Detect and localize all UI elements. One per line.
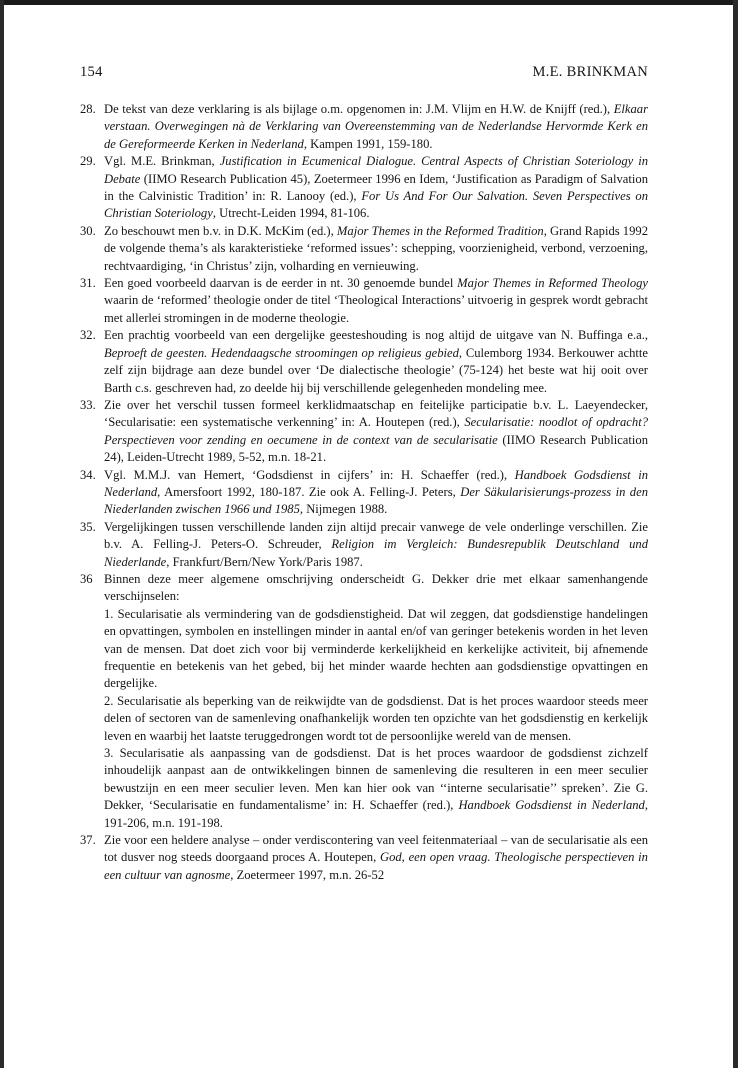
italic-title: For Us And For Our Salvation. Seven Perspectives on Christian Soteriology bbox=[104, 189, 648, 221]
note-text: 3. Secularisatie als aanpassing van de godsdienst. Dat is het proces waardoor de godsdienst zichzelf inhoudelijk aanpast aan de ontwikkelingen binnen de samenleving die resulteren in een meer seculier bewustzijn en een meer seculier leven. Men kan hier ook van ‘‘interne secularisatie’’ spreken’. Zie G. Dekker, ‘Secularisatie en fundamentalisme’ in: H. Schaeffer (red.), bbox=[104, 746, 648, 813]
page-number: 154 bbox=[80, 64, 103, 80]
running-title: M.E. BRINKMAN bbox=[532, 64, 648, 80]
note-body bbox=[104, 275, 648, 327]
note-text: Een goed voorbeeld daarvan is de eerder in nt. 30 genoemde bundel bbox=[104, 276, 458, 291]
italic-title: God, een open vraag. Theologische perspectieven in een cultuur van agnosme bbox=[104, 850, 648, 882]
note-number: 35. bbox=[80, 519, 96, 534]
endnote-37 bbox=[80, 832, 648, 884]
italic-title: Major Themes in the Reformed Tradition bbox=[336, 223, 544, 238]
running-header bbox=[80, 64, 648, 81]
italic-title: Handboek Godsdienst in Nederland bbox=[104, 467, 648, 499]
note-paragraph bbox=[104, 693, 648, 745]
note-number: 29. bbox=[80, 154, 96, 169]
note-text: Zo beschouwt men b.v. in D.K. McKim (ed.), bbox=[104, 223, 337, 238]
scan-border-right bbox=[733, 0, 738, 1068]
note-paragraph bbox=[104, 606, 648, 693]
note-text: Vergelijkingen tussen verschillende landen zijn altijd precair vanwege de vele onderlinge verschillen. Zie b.v. A. Felling-J. Peters-O. Schreuder, bbox=[104, 519, 648, 552]
endnote-34 bbox=[80, 467, 648, 519]
italic-title: Justification in Ecumenical Dialogue. Central Aspects of Christian Soteriology in Debate bbox=[104, 154, 648, 186]
note-body bbox=[104, 101, 648, 153]
endnote-29 bbox=[80, 153, 648, 223]
note-body bbox=[104, 832, 648, 884]
note-text: Vgl. M.E. Brinkman, bbox=[104, 154, 220, 169]
page bbox=[80, 64, 648, 884]
note-text: Binnen deze meer algemene omschrijving onderscheidt G. Dekker drie met elkaar samenhangende verschijnselen: bbox=[104, 571, 648, 604]
note-body bbox=[104, 397, 648, 467]
note-body bbox=[104, 467, 648, 519]
note-text: , Culemborg 1934. Berkouwer achtte zelf zijn bijdrage aan deze bundel over ‘De dialectische theologie’ (75-124) het beste wat hij ooit over Barth c.s. geschreven had, zo deelde hij bij verschillende gelegenheden mondeling mee. bbox=[104, 345, 648, 395]
note-text: Vgl. M.M.J. van Hemert, ‘Godsdienst in cijfers’ in: H. Schaeffer (red.), bbox=[104, 467, 515, 482]
italic-title: Major Themes in Reformed Theology bbox=[457, 276, 649, 291]
note-text: , 191-206, m.n. 191-198. bbox=[104, 798, 648, 830]
note-number: 31. bbox=[80, 276, 96, 291]
italic-title: Religion im Vergleich: Bundesrepublik Deutschland und Niederlande bbox=[104, 537, 648, 569]
scan-border-top bbox=[0, 0, 738, 5]
note-text: , Nijmegen 1988. bbox=[299, 502, 388, 517]
note-text: , Frankfurt/Bern/New York/Paris 1987. bbox=[166, 554, 363, 569]
note-text: , Grand Rapids 1992 de volgende thema’s als karakteristieke ‘reformed issues’: schepping, voorzienigheid, verbond, verzoening, rechtvaardiging, ‘in Christus’ zijn, volharding en vernieuwing. bbox=[104, 223, 648, 273]
note-text: (IIMO Research Publication 45), Zoetermeer 1996 en Idem, ‘Justification as Paradigm of Salvation in the Calvinistic Tradition’ in: R. Lanooy (ed.), bbox=[104, 171, 648, 204]
note-text: , Utrecht-Leiden 1994, 81-106. bbox=[212, 206, 370, 221]
note-number: 33. bbox=[80, 397, 96, 412]
endnote-31 bbox=[80, 275, 648, 327]
note-number: 30. bbox=[80, 223, 96, 238]
note-body bbox=[104, 571, 648, 832]
endnote-33 bbox=[80, 397, 648, 467]
note-body bbox=[104, 327, 648, 397]
note-body bbox=[104, 519, 648, 571]
italic-title: Secularisatie: noodlot of opdracht? Perspectieven voor zending en oecumene in de context van de secularisatie bbox=[104, 415, 648, 447]
note-text: Een prachtig voorbeeld van een dergelijke geesteshouding is nog altijd de uitgave van N. Buffinga e.a., bbox=[104, 328, 648, 343]
note-number: 32. bbox=[80, 328, 96, 343]
note-number: 37. bbox=[80, 833, 96, 848]
italic-title: Der Säkularisierungs-prozess in den Niederlanden zwischen 1966 und 1985 bbox=[104, 484, 648, 517]
note-number: 28. bbox=[80, 102, 96, 116]
italic-title: Handboek Godsdienst in Nederland bbox=[458, 798, 645, 813]
note-number: 34. bbox=[80, 467, 96, 482]
italic-title: Elkaar verstaan. Overwegingen nà de Verklaring van Overeenstemming van de Nederlandse Hervormde Kerk en de Gereformeerde Kerken in Nederland bbox=[104, 102, 648, 151]
endnote-36 bbox=[80, 571, 648, 832]
note-body bbox=[104, 153, 648, 223]
note-text: De tekst van deze verklaring is als bijlage o.m. opgenomen in: J.M. Vlijm en H.W. de Knijff (red.), bbox=[104, 102, 614, 116]
note-body bbox=[104, 223, 648, 275]
scan-border-left bbox=[0, 0, 4, 1068]
note-paragraph bbox=[104, 745, 648, 832]
endnote-28 bbox=[80, 101, 648, 153]
note-text: Zie voor een heldere analyse – onder verdiscontering van veel feitenmateriaal – van de secularisatie als een tot dusver nog steeds doorgaand proces A. Houtepen, bbox=[104, 833, 648, 865]
note-text: waarin de ‘reformed’ theologie onder de titel ‘Theological Interactions’ uitvoerig in gesprek wordt gebracht met allerlei stromingen in de moderne theologie. bbox=[104, 293, 648, 325]
note-text: 2. Secularisatie als beperking van de reikwijdte van de godsdienst. Dat is het proces waardoor steeds meer delen of sectoren van de samenleving onafhankelijk worden ten opzichte van het godsdienstig en kerkelijk leven en waarbij het laatste teruggedrongen wordt tot de persoonlijke wereld van de mensen. bbox=[104, 693, 648, 743]
endnote-32 bbox=[80, 327, 648, 397]
endnote-35 bbox=[80, 519, 648, 571]
note-paragraph bbox=[104, 571, 648, 606]
note-text: , Kampen 1991, 159-180. bbox=[303, 136, 433, 151]
endnotes bbox=[80, 101, 648, 884]
endnote-30 bbox=[80, 223, 648, 275]
note-text: , Zoetermeer 1997, m.n. 26-52 bbox=[230, 867, 385, 882]
note-text: Zie over het verschil tussen formeel kerklidmaatschap en feitelijke participatie b.v. L. Laeyendecker, ‘Secularisatie: een systematische verkenning’ in: A. Houtepen (red.), bbox=[104, 397, 648, 430]
note-number: 36 bbox=[80, 571, 93, 586]
note-text: 1. Secularisatie als vermindering van de godsdienstigheid. Dat wil zeggen, dat godsdienstige handelingen en opvattingen, symbolen en instellingen minder in aantal en/of van geringer betekenis worden in het leven van de mensen. Dat doet zich voor bij verminderde kerkelijkheid en kerkelijke activiteit, bij afnemende frequentie en betekenis van het gebed, bij het minder waarde hechten aan godsdienstige opvattingen en dergelijke. bbox=[104, 606, 648, 691]
note-text: (IIMO Research Publication 24), Leiden-Utrecht 1989, 5-52, m.n. 18-21. bbox=[104, 432, 648, 465]
note-text: , Amersfoort 1992, 180-187. Zie ook A. Felling-J. Peters, bbox=[157, 484, 461, 499]
italic-title: Beproeft de geesten. Hedendaagsche stroomingen op religieus gebied bbox=[104, 345, 459, 360]
